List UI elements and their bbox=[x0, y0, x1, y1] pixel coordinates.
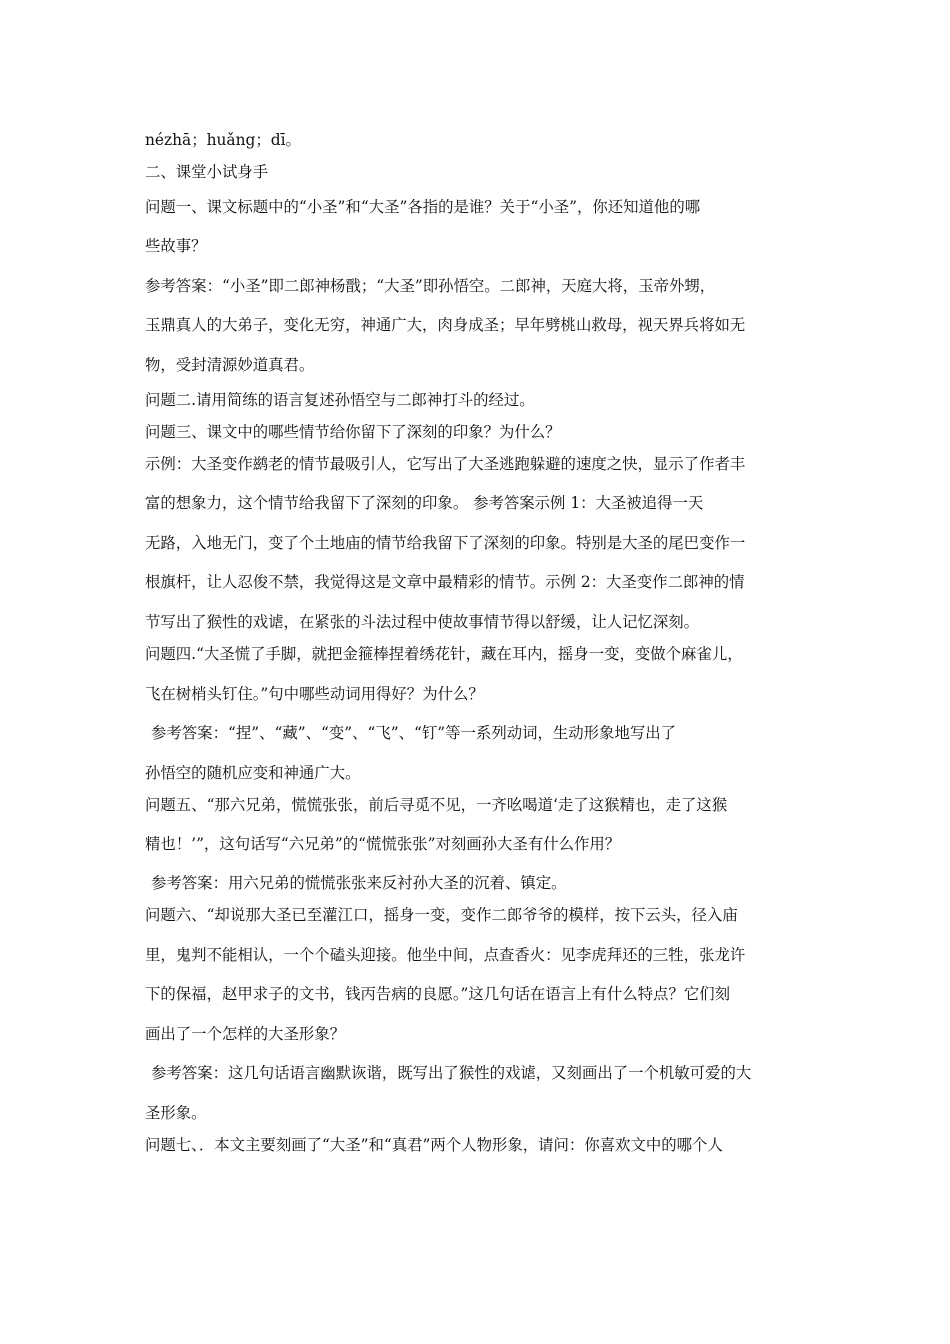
answer-4: 参考答案：“捏”、“藏”、“变”、“飞”、“钉”等一系列动词，生动形象地写出了 bbox=[151, 724, 677, 742]
text-line: 物，受封清源妙道真君。 bbox=[145, 356, 315, 374]
text-line: 玉鼎真人的大弟子，变化无穷，神通广大，肉身成圣；早年劈桃山救母，视天界兵将如无 bbox=[145, 316, 746, 334]
question-1: 问题一、课文标题中的“小圣”和“大圣”各指的是谁？关于“小圣”，你还知道他的哪 bbox=[145, 198, 701, 216]
text-line: 些故事？ bbox=[145, 237, 207, 255]
text-line: 里，鬼判不能相认，一个个磕头迎接。他坐中间，点查香火：见李虎拜还的三牲，张龙许 bbox=[145, 946, 746, 964]
text-line: nézhā；huǎng；dī。 bbox=[145, 131, 301, 149]
question-5: 问题五、“那六兄弟，慌慌张张，前后寻觅不见，一齐吆喝道‘走了这猴精也，走了这猴 bbox=[145, 796, 728, 814]
answer-1: 参考答案：“小圣”即二郎神杨戬；“大圣”即孙悟空。二郎神，天庭大将，玉帝外甥， bbox=[145, 277, 716, 295]
text-line: 下的保福，赵甲求子的文书，钱丙告病的良愿。”这几句话在语言上有什么特点？它们刻 bbox=[145, 985, 731, 1003]
answer-6: 参考答案：这几句话语言幽默诙谐，既写出了猴性的戏谑，又刻画出了一个机敏可爱的大 bbox=[151, 1064, 752, 1082]
text-line: 飞在树梢头钉住。”句中哪些动词用得好？为什么？ bbox=[145, 685, 484, 703]
question-4: 问题四.“大圣慌了手脚，就把金箍棒捏着绣花针，藏在耳内，摇身一变，变做个麻雀儿， bbox=[145, 645, 743, 663]
text-line: 圣形象。 bbox=[145, 1104, 207, 1122]
question-2: 问题二.请用简练的语言复述孙悟空与二郎神打斗的经过。 bbox=[145, 391, 535, 409]
text-line: 根旗杆，让人忍俊不禁，我觉得这是文章中最精彩的情节。示例 2：大圣变作二郎神的情 bbox=[145, 573, 745, 591]
text-line: 富的想象力，这个情节给我留下了深刻的印象。 参考答案示例 1：大圣被追得一天 bbox=[145, 494, 704, 512]
example-answer: 示例：大圣变作鹚老的情节最吸引人，它写出了大圣逃跑躲避的速度之快，显示了作者丰 bbox=[145, 455, 746, 473]
text-line: 无路，入地无门，变了个土地庙的情节给我留下了深刻的印象。特别是大圣的尾巴变作一 bbox=[145, 534, 746, 552]
text-line: 节写出了猴性的戏谑，在紧张的斗法过程中使故事情节得以舒缓，让人记忆深刻。 bbox=[145, 613, 700, 631]
text-line: 画出了一个怎样的大圣形象？ bbox=[145, 1025, 346, 1043]
section-heading: 二、课堂小试身手 bbox=[145, 163, 269, 181]
question-3: 问题三、课文中的哪些情节给你留下了深刻的印象？为什么？ bbox=[145, 423, 561, 441]
text-line: 孙悟空的随机应变和神通广大。 bbox=[145, 764, 361, 782]
answer-5: 参考答案：用六兄弟的慌慌张张来反衬孙大圣的沉着、镇定。 bbox=[151, 874, 567, 892]
question-6: 问题六、“却说那大圣已至灌江口，摇身一变，变作二郎爷爷的模样，按下云头，径入庙 bbox=[145, 906, 738, 924]
text-line: 精也！’”，这句话写“六兄弟”的“慌慌张张”对刻画孙大圣有什么作用？ bbox=[145, 835, 621, 853]
question-7: 问题七、．本文主要刻画了“大圣”和“真君”两个人物形象，请问：你喜欢文中的哪个人 bbox=[145, 1136, 723, 1154]
